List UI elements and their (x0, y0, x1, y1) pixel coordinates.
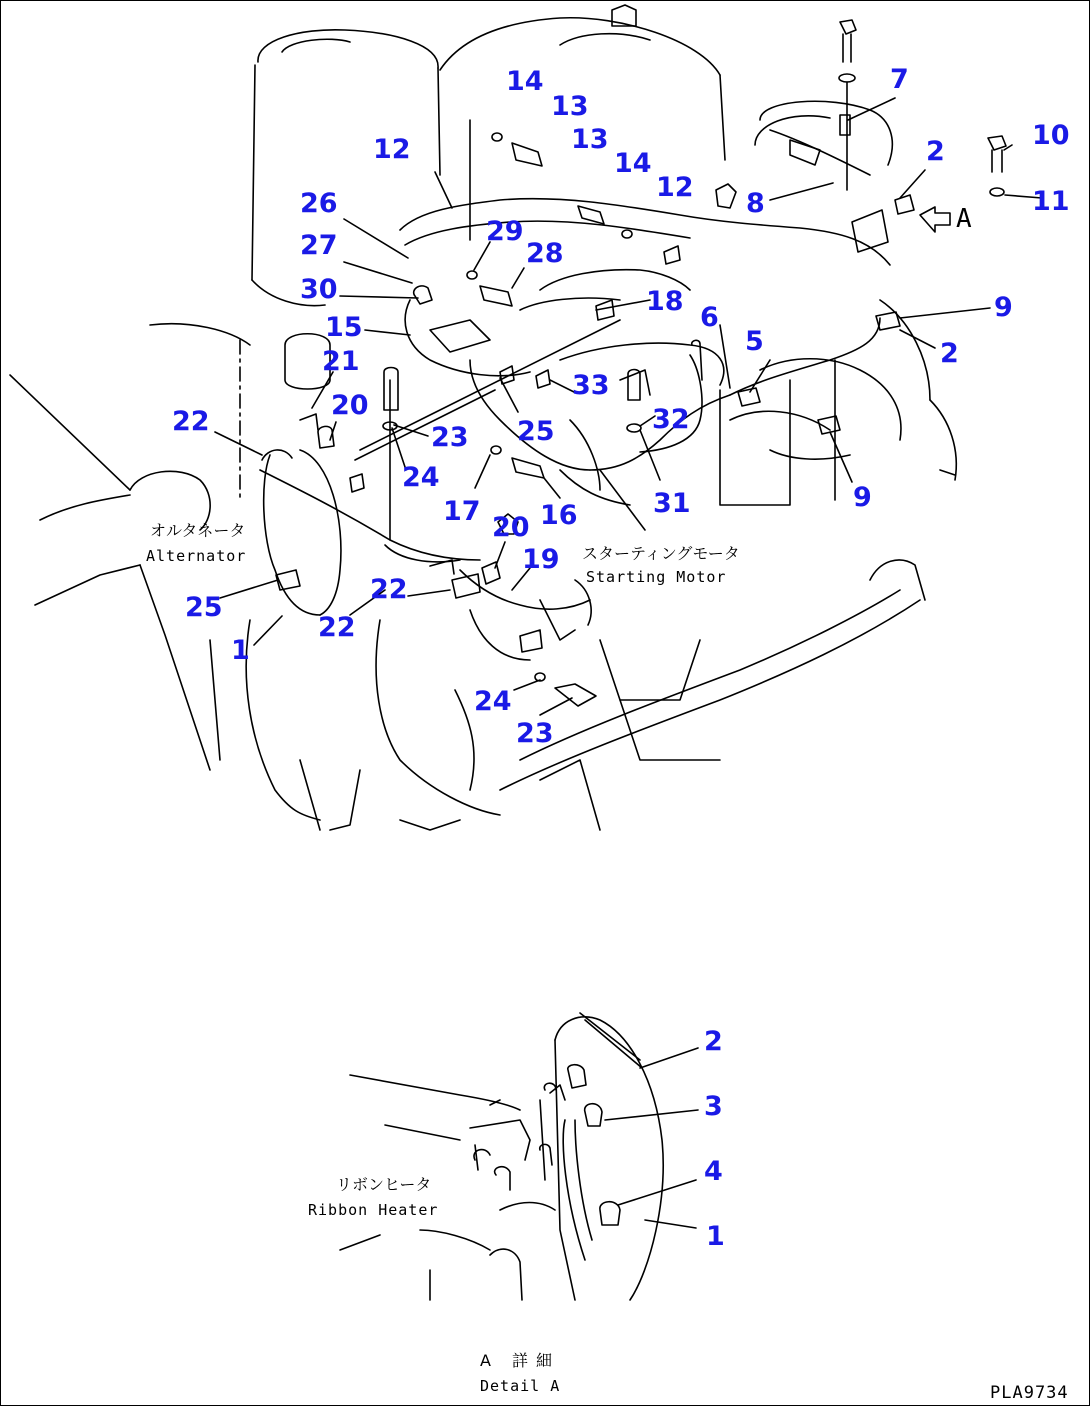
callout-9: 9 (994, 292, 1013, 323)
callout-7: 7 (890, 64, 909, 95)
callout-28: 28 (526, 238, 564, 269)
callout-26: 26 (300, 188, 338, 219)
callout-16: 16 (540, 500, 578, 531)
callout-1: 1 (231, 635, 250, 666)
callout-5: 5 (745, 326, 764, 357)
callout-18: 18 (646, 286, 684, 317)
callout-24: 24 (402, 462, 440, 493)
callout-27: 27 (300, 230, 338, 261)
callout-14: 14 (506, 66, 544, 97)
callout-14: 14 (614, 148, 652, 179)
starting-motor-label-jp: スターティングモータ (582, 544, 740, 563)
callout-2: 2 (940, 338, 959, 369)
callout-22: 22 (172, 406, 210, 437)
callout-21: 21 (322, 346, 360, 377)
ribbon-heater-label-en: Ribbon Heater (308, 1201, 439, 1219)
callout-2: 2 (926, 136, 945, 167)
callout-23: 23 (431, 422, 469, 453)
callout-23: 23 (516, 718, 554, 749)
detail-callout-4: 4 (704, 1156, 723, 1187)
alternator-label-jp: オルタネータ (150, 521, 246, 540)
drawing-code: PLA9734 (990, 1383, 1069, 1403)
callout-32: 32 (652, 404, 690, 435)
callout-12: 12 (656, 172, 694, 203)
detail-callout-2: 2 (704, 1026, 723, 1057)
callout-33: 33 (572, 370, 610, 401)
callout-13: 13 (551, 91, 589, 122)
callout-31: 31 (653, 488, 691, 519)
callout-12: 12 (373, 134, 411, 165)
detail-callouts (704, 1026, 725, 1252)
callout-24: 24 (474, 686, 512, 717)
callout-20: 20 (492, 512, 530, 543)
detail-callout-3: 3 (704, 1091, 723, 1122)
callout-25: 25 (185, 592, 223, 623)
callout-9: 9 (853, 482, 872, 513)
callout-15: 15 (325, 312, 363, 343)
callout-22: 22 (318, 612, 356, 643)
callout-6: 6 (700, 302, 719, 333)
callout-25: 25 (517, 416, 555, 447)
detail-a-linework (340, 1013, 698, 1300)
detail-callout-1: 1 (706, 1221, 725, 1252)
detail-title-jp: A 詳細 (480, 1351, 561, 1370)
callout-29: 29 (486, 216, 524, 247)
callout-10: 10 (1032, 120, 1070, 151)
callout-30: 30 (300, 274, 338, 305)
callout-19: 19 (522, 544, 560, 575)
callout-17: 17 (443, 496, 481, 527)
ribbon-heater-label-jp: リボンヒータ (336, 1175, 432, 1194)
alternator-label-en: Alternator (146, 547, 247, 565)
callout-22: 22 (370, 574, 408, 605)
callout-13: 13 (571, 124, 609, 155)
detail-title-en: Detail A (480, 1377, 561, 1395)
callout-20: 20 (331, 390, 369, 421)
view-arrow-label: A (956, 204, 973, 234)
callout-8: 8 (746, 188, 765, 219)
callout-11: 11 (1032, 186, 1070, 217)
starting-motor-label-en: Starting Motor (586, 568, 727, 586)
